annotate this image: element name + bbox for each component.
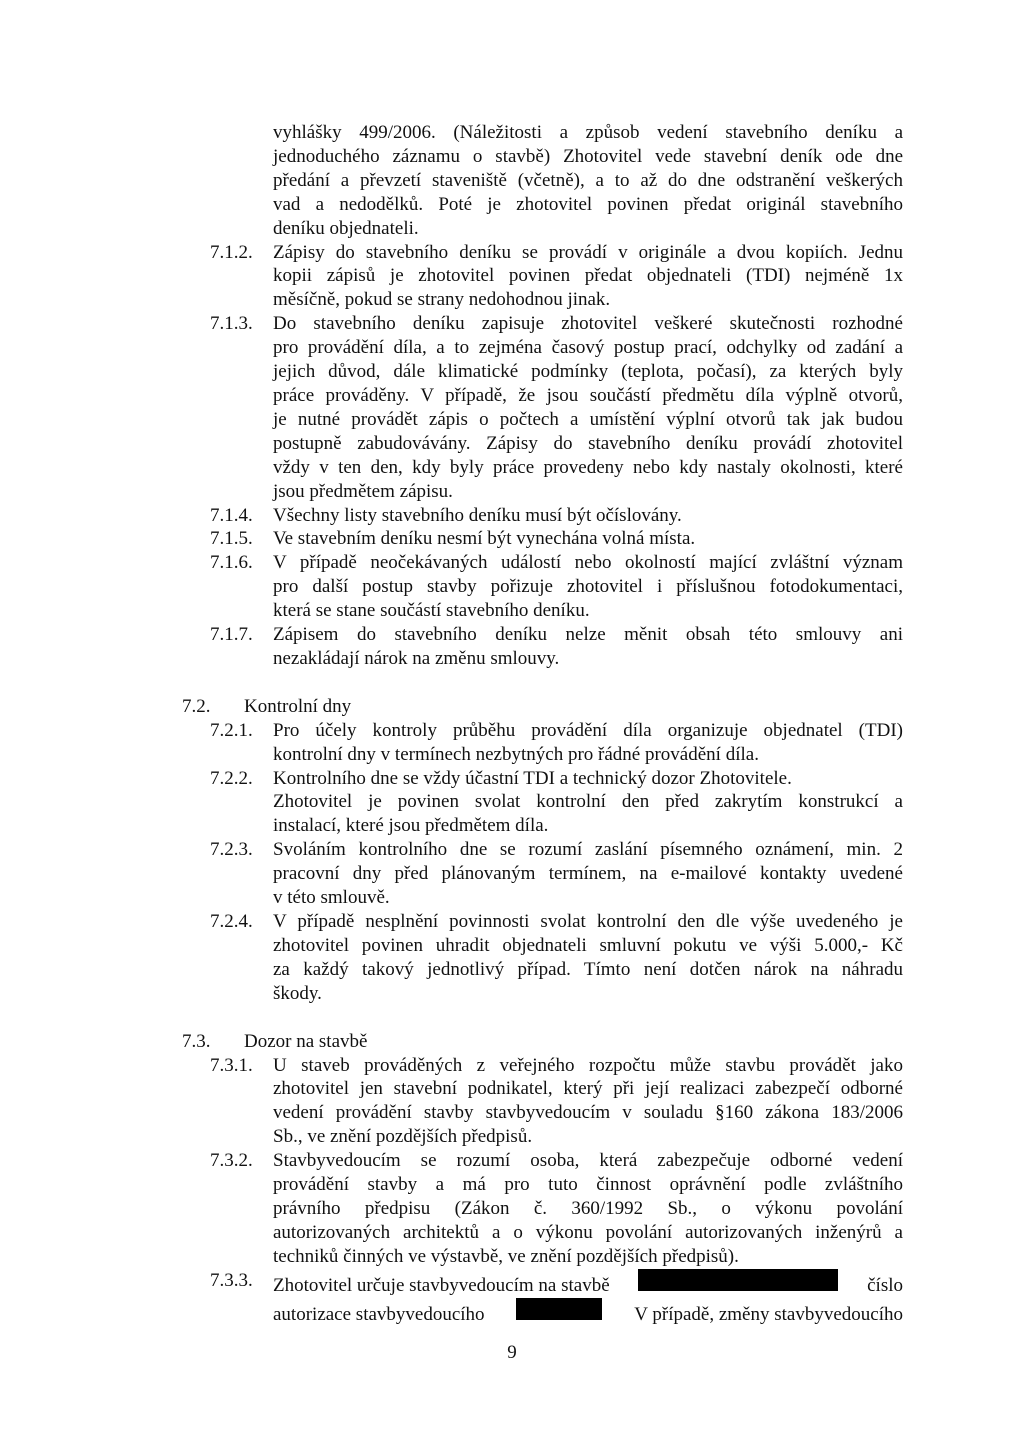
line: zhotovitel jen stavební podnikatel, který při její realizaci zabezpečí odborné <box>273 1078 903 1100</box>
line <box>273 1298 903 1327</box>
line: měsíčně, pokud se strany nedohodnou jinak. <box>273 289 611 311</box>
line: Zápisem do stavebního deníku nelze měnit obsah této smlouvy ani <box>273 624 903 646</box>
clause-7-2-2 <box>210 767 903 839</box>
line: za každý takový jednotlivý případ. Tímto není dotčen nárok na náhradu <box>273 958 903 980</box>
clause-number: 7.1.5. <box>210 528 253 550</box>
intro-paragraph <box>273 121 903 241</box>
line <box>273 1269 903 1298</box>
redaction-block <box>516 1298 602 1320</box>
clause-7-1-7 <box>210 623 903 671</box>
section-heading-7-2 <box>182 695 894 719</box>
clause-number: 7.2.1. <box>210 719 253 741</box>
clause-number: 7.1.4. <box>210 504 253 526</box>
section-number: 7.2. <box>182 695 211 717</box>
line: Všechny listy stavebního deníku musí být očíslovány. <box>273 504 682 526</box>
line: práce prováděny. V případě, že jsou součástí předmětu díla výplně otvorů, <box>273 384 903 406</box>
clause-number: 7.2.4. <box>210 911 253 932</box>
clause-7-3-1 <box>210 1054 903 1150</box>
clause-number: 7.3.3. <box>210 1269 253 1291</box>
clause-number: 7.2.2. <box>210 767 253 789</box>
clause-7-2-3 <box>210 838 903 910</box>
line: vyhlášky 499/2006. (Náležitosti a způsob vedení stavebního deníku a <box>273 122 903 143</box>
line: předání a převzetí staveniště (včetně), a to až do dne odstranění veškerých <box>273 169 903 191</box>
line: Stavbyvedoucím se rozumí osoba, která zabezpečuje odborné vedení <box>273 1150 903 1172</box>
clause-7-1-2 <box>210 241 903 313</box>
section-number: 7.3. <box>182 1030 211 1052</box>
line: vedení provádění stavby stavbyvedoucím v souladu §160 zákona 183/2006 <box>273 1102 903 1124</box>
line: instalací, které jsou předmětem díla. <box>273 815 549 837</box>
section-title: Kontrolní dny <box>244 695 352 717</box>
clause-7-3-3 <box>210 1269 903 1327</box>
redaction-block <box>638 1269 838 1291</box>
clause-7-1-3 <box>210 312 903 503</box>
section-title: Dozor na stavbě <box>244 1030 368 1052</box>
line: zhotovitel povinen uhradit objednateli smluvní pokutu ve výši 5.000,- Kč <box>273 934 903 956</box>
line: Ve stavebním deníku nesmí být vynechána volná místa. <box>273 528 696 550</box>
line: provádění stavby a má pro tuto činnost oprávnění podle zvláštního <box>273 1174 903 1196</box>
clause-7-1-6 <box>210 551 903 623</box>
line-text: autorizace stavbyvedoucího <box>273 1303 485 1325</box>
line: kopii zápisů je zhotovitel povinen předat objednateli (TDI) nejméně 1x <box>273 265 903 287</box>
line: postupně zabudovávány. Zápisy do stavebního deníku provádí zhotovitel <box>273 432 903 454</box>
line: vad a nedodělků. Poté je zhotovitel povinen předat originál stavebního <box>273 193 903 215</box>
section-heading-7-3 <box>182 1030 894 1054</box>
line: právního předpisu (Zákon č. 360/1992 Sb., o výkonu povolání <box>273 1197 903 1219</box>
line: vždy v ten den, kdy byly práce provedeny nebo kdy nastaly okolnosti, které <box>273 456 903 478</box>
clause-number: 7.3.2. <box>210 1150 253 1172</box>
line: škody. <box>273 982 322 1004</box>
line: jejich důvod, dále klimatické podmínky (teplota, počasí), za kterých byly <box>273 361 903 383</box>
clause-7-2-4 <box>210 910 903 1006</box>
clause-number: 7.2.3. <box>210 839 253 861</box>
line: Zhotovitel je povinen svolat kontrolní den před zakrytím konstrukcí a <box>273 791 903 813</box>
line: pro další postup stavby pořizuje zhotovitel i příslušnou fotodokumentaci, <box>273 576 903 598</box>
line: která se stane součástí stavebního deníku. <box>273 600 590 622</box>
line: Zápisy do stavebního deníku se provádí v originále a dvou kopiích. Jednu <box>273 241 903 263</box>
line: jednoduchého záznamu o stavbě) Zhotovitel vede stavební deník ode dne <box>273 145 903 167</box>
line: pro provádění díla, a to zejména časový postup prací, odchylky od zadání a <box>273 337 903 359</box>
line: Svoláním kontrolního dne se rozumí zaslání písemného oznámení, min. 2 <box>273 839 903 861</box>
line: V případě neočekávaných událostí nebo okolností mající zvláštní význam <box>273 552 903 574</box>
clause-number: 7.1.7. <box>210 624 253 646</box>
line: je nutné provádět zápis o počtech a umístění výplní otvorů tak jak budou <box>273 408 903 430</box>
line: v této smlouvě. <box>273 887 390 909</box>
line-text: Zhotovitel určuje stavbyvedoucím na stavbě <box>273 1274 610 1296</box>
clause-number: 7.1.6. <box>210 552 253 574</box>
line: pracovní dny před plánovaným termínem, na e-mailové kontakty uvedené <box>273 863 903 885</box>
line: V případě nesplnění povinnosti svolat kontrolní den dle výše uvedeného je <box>273 911 903 932</box>
line-text: číslo <box>867 1274 903 1296</box>
clause-number: 7.1.3. <box>210 313 253 335</box>
line: Sb., ve znění pozdějších předpisů. <box>273 1126 533 1148</box>
line: U staveb prováděných z veřejného rozpočtu může stavbu provádět jako <box>273 1054 903 1076</box>
line: nezakládají nárok na změnu smlouvy. <box>273 647 560 669</box>
clause-7-3-2 <box>210 1149 903 1269</box>
clause-number: 7.3.1. <box>210 1054 253 1076</box>
clause-7-2-1 <box>210 719 903 767</box>
line: Pro účely kontroly průběhu provádění díla organizuje objednatel (TDI) <box>273 719 903 741</box>
line: autorizovaných architektů a o výkonu povolání autorizovaných inženýrů a <box>273 1221 903 1243</box>
line-text: V případě, změny stavbyvedoucího <box>634 1303 903 1325</box>
line: techniků činných ve výstavbě, ve znění pozdějších předpisů). <box>273 1245 739 1267</box>
clause-7-1-4 <box>210 504 903 528</box>
line: kontrolní dny v termínech nezbytných pro řádné provádění díla. <box>273 743 759 765</box>
clause-7-1-5 <box>210 527 903 551</box>
line: Kontrolního dne se vždy účastní TDI a technický dozor Zhotovitele. <box>273 767 792 789</box>
line: Do stavebního deníku zapisuje zhotovitel veškeré skutečnosti rozhodné <box>273 313 903 335</box>
clause-number: 7.1.2. <box>210 241 253 263</box>
line: jsou předmětem zápisu. <box>273 480 453 502</box>
document-body <box>0 121 903 1327</box>
page-number: 9 <box>507 1342 517 1363</box>
line: deníku objednateli. <box>273 217 419 239</box>
